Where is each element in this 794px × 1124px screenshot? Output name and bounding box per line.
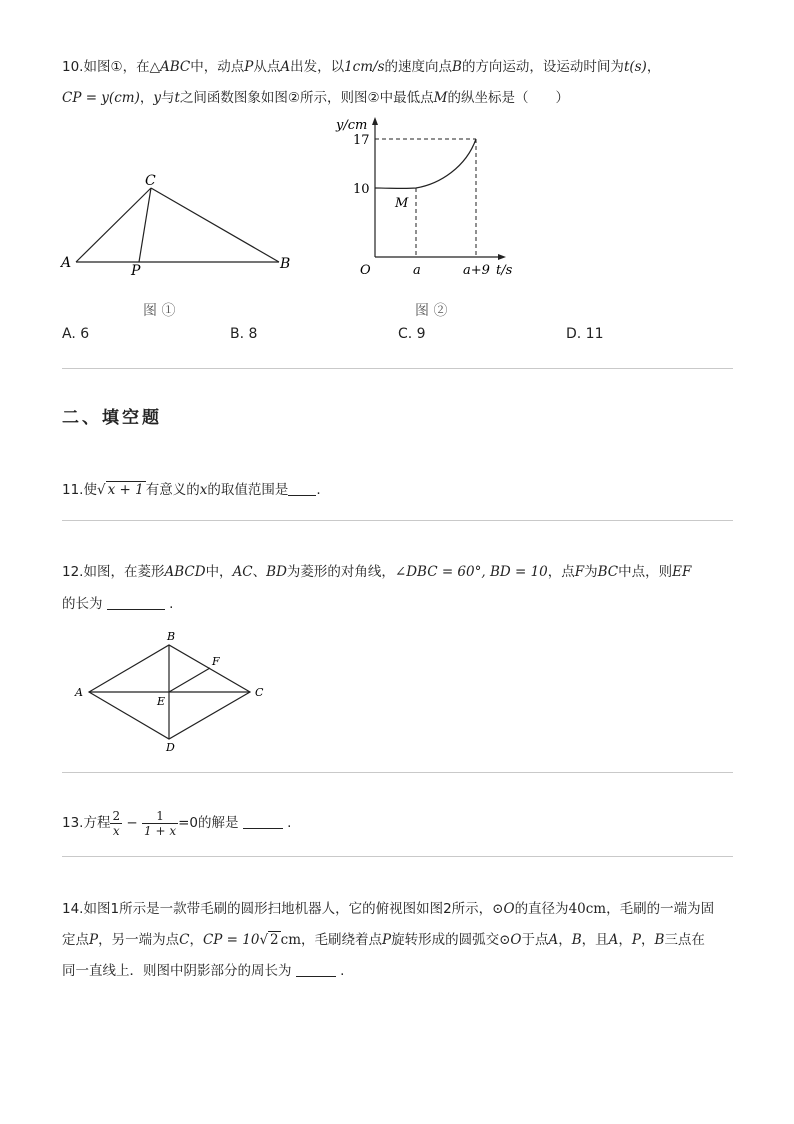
segment-EF <box>169 668 210 692</box>
math-expr: ∠DBC = 60°, BD = 10 <box>394 564 548 580</box>
q11-text: 有意义的 <box>145 482 200 498</box>
label-B: B <box>167 630 176 643</box>
divider <box>62 368 733 369</box>
q14-text: 定点 <box>62 932 89 948</box>
math-var: BC <box>597 564 619 580</box>
section-title: 二、填空题 <box>62 408 162 428</box>
math-var: t <box>174 90 180 106</box>
q10-figure2 <box>330 112 540 325</box>
math-var: B <box>571 932 582 948</box>
numerator: 1 <box>142 809 178 824</box>
q10-text: 之间函数图象如图②所示，则图②中最低点 <box>179 90 434 106</box>
q13-text: =0的解是 <box>178 815 239 831</box>
label-F: F <box>212 655 220 668</box>
option-b[interactable]: B. 8 <box>230 326 258 342</box>
q10-line2 <box>62 88 569 108</box>
fraction-1-over-1px <box>142 809 178 838</box>
q13-number: 13. <box>62 815 84 831</box>
math-var: 1cm/s <box>344 59 385 75</box>
label-B: B <box>280 256 291 272</box>
function-curve <box>375 139 476 188</box>
math-var: t(s) <box>623 59 647 75</box>
q14-text: ， <box>618 932 632 948</box>
q14-line1 <box>62 899 714 919</box>
q14-line2 <box>62 930 705 950</box>
q11-line <box>62 480 321 500</box>
q14-text: 如图1所示是一款带毛刷的圆形扫地机器人，它的俯视图如图2所示， <box>83 901 493 917</box>
x-axis-arrow <box>498 254 506 260</box>
q14-text: ，且 <box>581 932 609 948</box>
sqrt-2: √ 2 <box>259 932 279 948</box>
q11-text: . <box>316 482 321 498</box>
q12-text: 中点，则 <box>618 564 673 580</box>
q10-number: 10. <box>62 59 84 75</box>
option-c[interactable]: C. 9 <box>398 326 426 342</box>
fraction-2-over-x <box>110 809 122 838</box>
q13-text: 方程 <box>83 815 111 831</box>
math-var: A <box>608 932 619 948</box>
q10-text: 从点 <box>253 59 281 75</box>
q14-number: 14. <box>62 901 84 917</box>
math-var: P <box>631 932 642 948</box>
q12-text: . <box>169 596 174 612</box>
math-var: EF <box>672 564 692 580</box>
q14-text: ， <box>641 932 655 948</box>
label-A: A <box>75 686 83 699</box>
q12-figure <box>70 627 280 759</box>
math-var: C <box>179 932 190 948</box>
q14-text: 于点 <box>521 932 549 948</box>
label-x-a: a <box>413 263 421 278</box>
answer-blank[interactable] <box>288 481 316 496</box>
q14-text: . <box>340 963 345 979</box>
math-var: ⊙O <box>499 932 522 948</box>
q10-text: 与 <box>160 90 175 106</box>
radicand: x + 1 <box>107 482 144 498</box>
math-expr: CP = 10 <box>202 932 260 948</box>
divider <box>62 856 733 857</box>
answer-blank[interactable] <box>296 962 336 977</box>
q11-text: 使 <box>83 482 97 498</box>
math-var: P <box>382 932 392 948</box>
denominator: 1 + x <box>144 823 177 838</box>
q12-text: 如图，在菱形 <box>83 564 165 580</box>
q14-text: ，另一端为点 <box>98 932 180 948</box>
label-M: M <box>395 196 409 211</box>
label-y10: 10 <box>353 182 370 197</box>
math-var: B <box>452 59 462 75</box>
segment-AC <box>76 188 151 262</box>
q10-text: 的方向运动，设运动时间为 <box>461 59 624 75</box>
divider <box>62 520 733 521</box>
q12-line1 <box>62 562 691 582</box>
q12-text: 的长为 <box>62 596 103 612</box>
q12-text: ，点 <box>547 564 575 580</box>
fig2-caption: 图 ② <box>415 303 448 319</box>
math-expr: CP = y(cm) <box>62 90 140 106</box>
q12-text: 中， <box>205 564 233 580</box>
label-y17: 17 <box>353 133 370 148</box>
y-axis-arrow <box>372 117 378 125</box>
q11-text: 的取值范围是 <box>207 482 289 498</box>
label-P: P <box>131 263 141 279</box>
q10-text: ， <box>646 59 661 75</box>
q14-text: ， <box>558 932 572 948</box>
math-var: y <box>153 90 161 106</box>
q10-text: 的纵坐标是（ ） <box>447 90 569 106</box>
label-x-a9: a+9 <box>463 263 490 278</box>
math-var: AC <box>232 564 253 580</box>
q12-line2 <box>62 594 173 614</box>
q12-text: 为 <box>584 564 598 580</box>
q13-text: . <box>287 815 292 831</box>
q13-line <box>62 808 291 838</box>
q14-text: 的直径为 <box>514 901 569 917</box>
math-var: A <box>280 59 291 75</box>
q11-number: 11. <box>62 482 84 498</box>
minus-sign: − <box>126 815 138 831</box>
label-D: D <box>166 741 175 754</box>
option-d[interactable]: D. 11 <box>566 326 604 342</box>
q14-text: ，毛刷的一端为固 <box>606 901 715 917</box>
label-C: C <box>145 173 156 189</box>
q10-text: 如图①，在△ <box>83 59 160 75</box>
math-var: A <box>548 932 559 948</box>
label-x-axis: t/s <box>496 263 513 278</box>
unit: cm <box>280 932 302 948</box>
label-A: A <box>61 255 72 271</box>
q14-line3 <box>62 961 344 981</box>
q10-text: 的速度向点 <box>384 59 453 75</box>
math-var: P <box>244 59 254 75</box>
label-O: O <box>360 263 371 278</box>
math-var: ⊙O <box>492 901 515 917</box>
q10-text: ， <box>139 90 154 106</box>
math-var: ABCD <box>164 564 206 580</box>
fig1-caption: 图 ① <box>143 303 176 319</box>
sqrt-expression: √ x + 1 <box>96 482 144 498</box>
option-a[interactable]: A. 6 <box>62 326 90 342</box>
divider <box>62 772 733 773</box>
math-var: M <box>433 90 448 106</box>
q14-text: 旋转形成的圆弧交 <box>391 932 500 948</box>
label-C: C <box>255 686 264 699</box>
q10-text: 出发，以 <box>290 59 345 75</box>
math-var: x <box>199 482 208 498</box>
answer-blank[interactable] <box>243 814 283 829</box>
label-E: E <box>157 695 166 708</box>
math-var: P <box>89 932 99 948</box>
math-var: ABC <box>159 59 191 75</box>
q10-figure1 <box>55 165 305 325</box>
segment-CB <box>151 188 279 262</box>
math-var: BD <box>266 564 287 580</box>
q10-text: 中，动点 <box>190 59 245 75</box>
q12-number: 12. <box>62 564 84 580</box>
q14-text: ， <box>189 932 203 948</box>
q14-text: 三点在 <box>664 932 705 948</box>
q14-text: 同一直线上．则图中阴影部分的周长为 <box>62 963 292 979</box>
label-y-axis: y/cm <box>336 118 368 133</box>
math-value: 40cm <box>568 901 607 917</box>
numerator: 2 <box>112 808 121 823</box>
segment-CP <box>139 188 151 262</box>
q10-line1 <box>62 57 660 77</box>
q14-text: ，毛刷绕着点 <box>301 932 383 948</box>
denominator: x <box>112 823 120 838</box>
q12-text: 、 <box>252 564 267 580</box>
math-var: F <box>574 564 585 580</box>
answer-blank[interactable] <box>107 595 165 610</box>
q12-text: 为菱形的对角线， <box>286 564 395 580</box>
math-var: B <box>654 932 665 948</box>
radicand: 2 <box>270 932 279 948</box>
